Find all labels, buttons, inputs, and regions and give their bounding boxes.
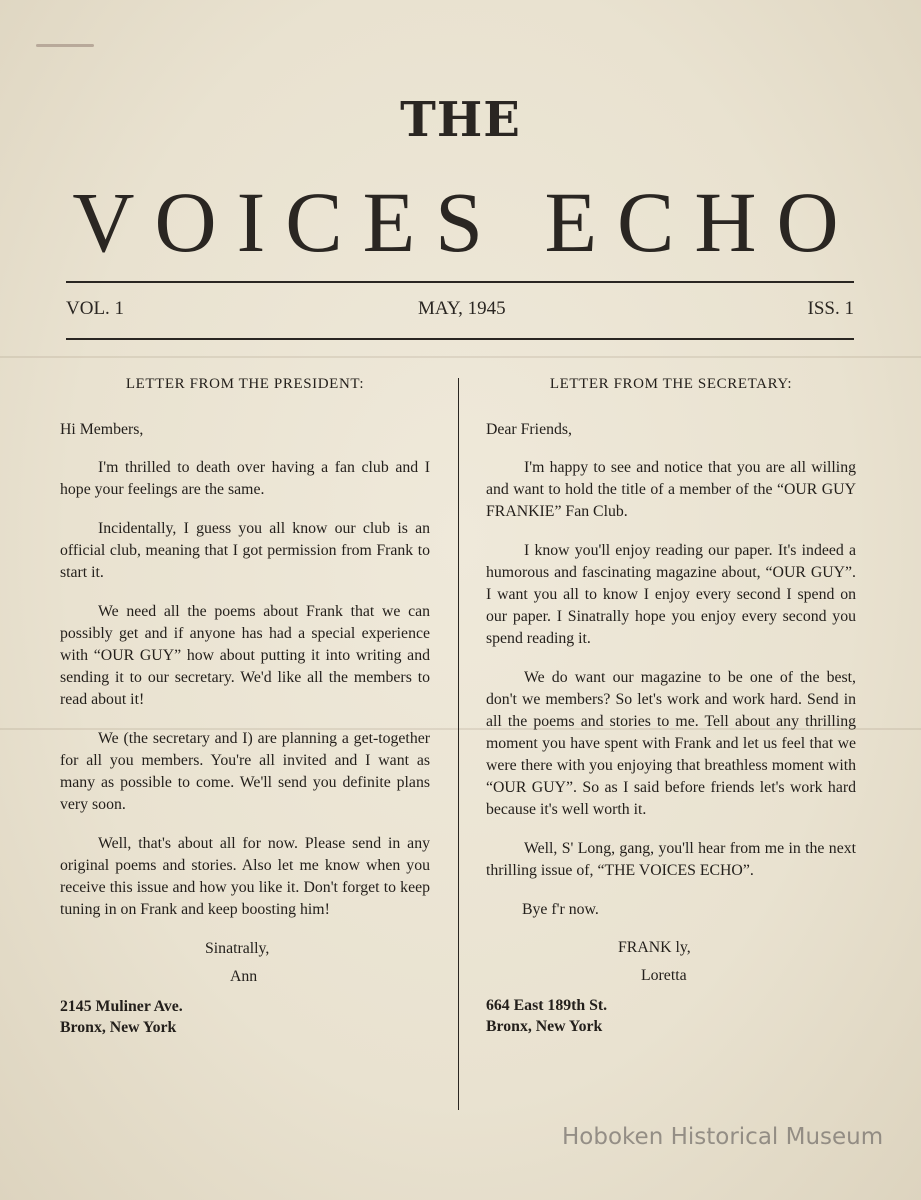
volume-label: VOL. 1 — [66, 298, 125, 319]
masthead-title: VOICES ECHO — [72, 174, 859, 270]
masthead-info-row — [66, 298, 854, 322]
secretary-address-line1: 664 East 189th St. — [486, 997, 608, 1014]
secretary-paragraph: I know you'll enjoy reading our paper. It's indeed a humorous and fascinating magazine about, “OUR GUY”. I want you all to know I enjoy every second I spend on our paper. I Sinatrally hope you enjoy every second you spend reading it. — [486, 542, 856, 647]
secretary-address-line2: Bronx, New York — [486, 1018, 603, 1035]
secretary-closing: Bye f'r now. — [522, 901, 599, 918]
president-address-line2: Bronx, New York — [60, 1019, 177, 1036]
president-address-line1: 2145 Muliner Ave. — [60, 998, 183, 1015]
issue-number: ISS. 1 — [807, 298, 854, 319]
secretary-salutation: Dear Friends, — [486, 421, 572, 438]
president-paragraph: I'm thrilled to death over having a fan club and I hope your feelings are the same. — [60, 459, 430, 498]
president-name: Ann — [230, 968, 258, 985]
issue-date: MAY, 1945 — [418, 298, 506, 319]
masthead-rule-bottom — [66, 338, 854, 340]
staple-mark — [36, 44, 94, 47]
president-paragraph: Incidentally, I guess you all know our club is an official club, meaning that I got permission from Frank to start it. — [60, 520, 430, 581]
secretary-letter — [486, 373, 856, 1037]
president-paragraph: Well, that's about all for now. Please send in any original poems and stories. Also let me know when you receive this issue and how you like it. Don't forget to keep tuning in on Frank and keep boosting him! — [60, 835, 430, 918]
masthead-rule-top — [66, 281, 854, 283]
secretary-paragraph: Well, S' Long, gang, you'll hear from me in the next thrilling issue of, “THE VOICES ECHO”. — [486, 840, 856, 879]
president-paragraph: We (the secretary and I) are planning a get-together for all you members. You're all invited and I want as many as possible to come. We'll send you definite plans very soon. — [60, 730, 430, 813]
president-salutation: Hi Members, — [60, 421, 144, 438]
secretary-paragraph: I'm happy to see and notice that you are all willing and want to hold the title of a member of the “OUR GUY FRANKIE” Fan Club. — [486, 459, 856, 520]
column-divider — [458, 378, 459, 1110]
president-letter-heading: LETTER FROM THE PRESIDENT: — [125, 376, 365, 392]
masthead-the: THE — [400, 92, 521, 148]
museum-watermark: Hoboken Historical Museum — [562, 1124, 884, 1150]
secretary-signoff: FRANK ly, — [618, 939, 691, 956]
president-letter — [60, 373, 430, 1038]
president-signoff: Sinatrally, — [205, 940, 270, 957]
president-paragraph: We need all the poems about Frank that we can possibly get and if anyone has had a special experience with “OUR GUY” how about putting it into writing and sending it to our secretary. We'd like all the members to read about it! — [60, 603, 430, 708]
secretary-paragraph: We do want our magazine to be one of the best, don't we members? So let's work and work hard. Send in all the poems and stories to me. Tell about any thrilling moment you have spent with Frank and let us feel that we were there with you enjoying that breathless moment with “OUR GUY”. So as I said before friends let's work hard because it's well worth it. — [486, 669, 856, 818]
secretary-name: Loretta — [641, 967, 687, 984]
secretary-letter-heading: LETTER FROM THE SECRETARY: — [549, 376, 793, 392]
paper-fold — [0, 356, 921, 358]
